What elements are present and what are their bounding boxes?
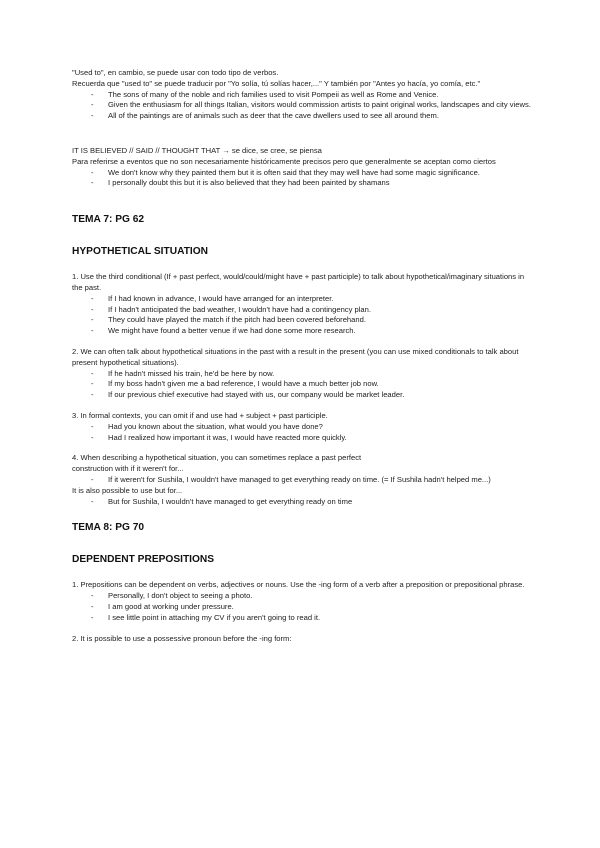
list-item: - The sons of many of the noble and rich families used to visit Pompeii as well as Rome and Venice. [72, 90, 532, 101]
used-to-intro-1: "Used to", en cambio, se puede usar con todo tipo de verbos. [72, 68, 279, 77]
list-item: - If my boss hadn't given me a bad reference, I would have a much better job now. [72, 379, 532, 390]
tema7-point4-also: It is also possible to use but for... [72, 485, 183, 495]
list-item: - If our previous chief executive had stayed with us, our company would be market leader. [72, 390, 532, 401]
list-item: - If it weren't for Sushila, I wouldn't have managed to get everything ready on time. (= If Sushila hadn't helped me...) [72, 475, 532, 486]
believed-examples [72, 168, 532, 190]
list-item: - If I had known in advance, I would have arranged for an interpreter. [72, 294, 532, 305]
used-to-examples [72, 90, 532, 122]
tema8-point1-examples [72, 591, 532, 623]
tema7-point3-examples [72, 422, 532, 444]
used-to-intro-2: Recuerda que "used to" se puede traducir por "Yo solía, tú solías hacer,..." Y también por "Antes yo hacía, yo comía, etc." [72, 78, 481, 88]
tema7-point2-examples [72, 369, 532, 401]
tema7-point4-line2: construction with if it weren't for... [72, 464, 184, 474]
tema7-subtitle: HYPOTHETICAL SITUATION [72, 246, 209, 258]
list-item: - Given the enthusiasm for all things Italian, visitors would commission artists to paint original works, landscapes and city views. [72, 100, 532, 111]
tema7-point1: 1. Use the third conditional (If + past perfect, would/could/might have + past participle) to talk about hypothetical/imaginary situations in the past. [72, 272, 525, 292]
tema7-point4-also-examples [72, 497, 532, 508]
tema8-point2: 2. It is possible to use a possessive pronoun before the -ing form: [72, 633, 292, 643]
list-item: - They could have played the match if the pitch had been covered beforehand. [72, 315, 532, 326]
tema7-point2: 2. We can often talk about hypothetical situations in the past with a result in the present (you can use mixed conditionals to talk about present hypothetical situations). [72, 346, 519, 367]
tema7-title: TEMA 7: PG 62 [72, 214, 145, 226]
list-item: - All of the paintings are of animals such as deer that the cave dwellers used to see all around them. [72, 111, 532, 122]
list-item: - Had I realized how important it was, I would have reacted more quickly. [72, 433, 532, 444]
tema7-point4-examples [72, 475, 532, 486]
document-page [72, 68, 532, 644]
list-item: - I personally doubt this but it is also believed that they had been painted by shamans [72, 178, 532, 189]
tema8-title: TEMA 8: PG 70 [72, 522, 145, 534]
list-item: - Personally, I don't object to seeing a photo. [72, 591, 532, 602]
believed-heading: IT IS BELIEVED // SAID // THOUGHT THAT → se dice, se cree, se piensa [72, 145, 322, 155]
tema7-point4-line1: 4. When describing a hypothetical situation, you can sometimes replace a past perfect [72, 453, 362, 463]
list-item: - If he hadn't missed his train, he'd be here by now. [72, 369, 532, 380]
tema8-point1: 1. Prepositions can be dependent on verbs, adjectives or nouns. Use the -ing form of a verb after a preposition or prepositional phrase. [72, 580, 525, 590]
believed-intro: Para referirse a eventos que no son necesariamente históricamente precisos pero que generalmente se aceptan como ciertos [72, 156, 496, 166]
list-item: - If I hadn't anticipated the bad weather, I wouldn't have had a contingency plan. [72, 305, 532, 316]
list-item: - We don't know why they painted them but it is often said that they may well have had some magic significance. [72, 168, 532, 179]
list-item: - I see little point in attaching my CV if you aren't going to read it. [72, 613, 532, 624]
tema8-subtitle: DEPENDENT PREPOSITIONS [72, 554, 215, 566]
list-item: - I am good at working under pressure. [72, 602, 532, 613]
tema7-point1-examples [72, 294, 532, 337]
list-item: - Had you known about the situation, what would you have done? [72, 422, 532, 433]
list-item: - We might have found a better venue if we had done some more research. [72, 326, 532, 337]
list-item: - But for Sushila, I wouldn't have managed to get everything ready on time [72, 497, 532, 508]
tema7-point3: 3. In formal contexts, you can omit if and use had + subject + past participle. [72, 410, 328, 420]
